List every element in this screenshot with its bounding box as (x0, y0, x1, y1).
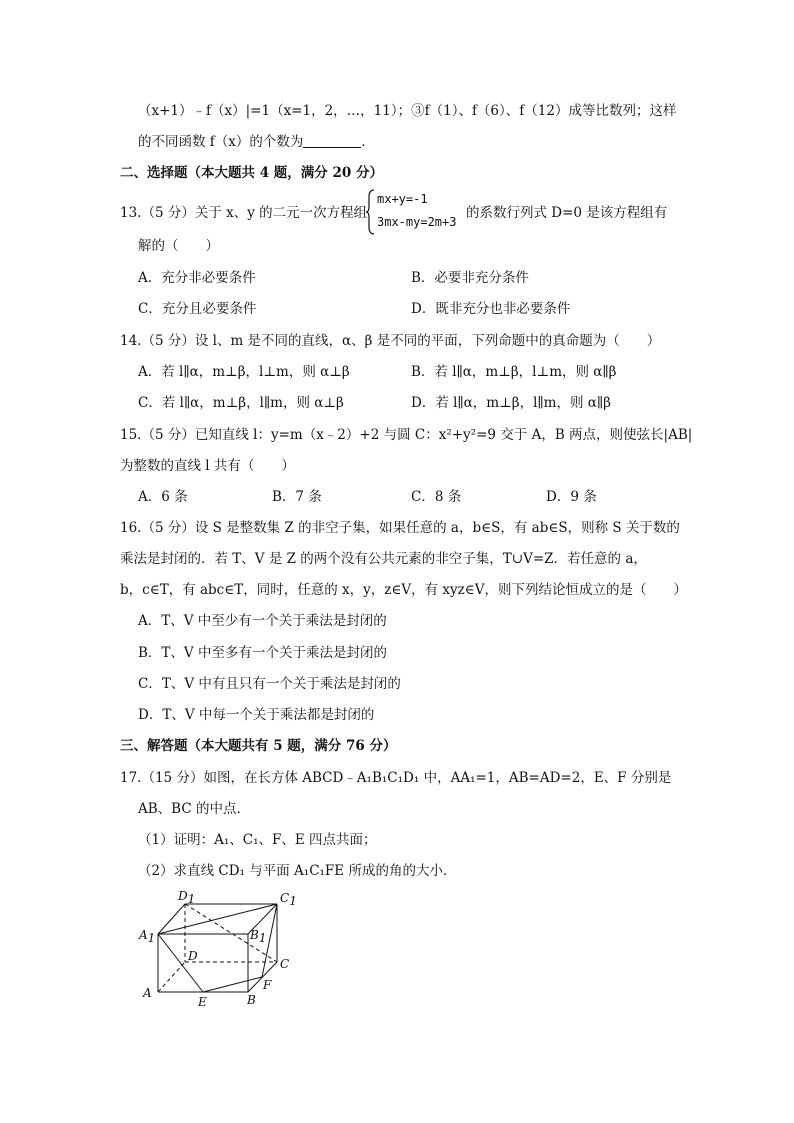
system-equation-2: 3mx-my=2m+3 (377, 215, 457, 229)
hidden-edge-ad (158, 962, 185, 992)
label-e: E (198, 995, 207, 1009)
q15-option-c[interactable]: C．8 条 (411, 489, 462, 505)
q15-stem-b: 为整数的直线 l 共有（ ） (120, 458, 295, 474)
label-a: A (143, 986, 152, 1000)
cuboid-figure (130, 880, 300, 1015)
prev-question-line2-text: 的不同函数 f（x）的个数为 (138, 134, 304, 150)
q15-option-d[interactable]: D．9 条 (546, 489, 597, 505)
section-title-answer: 三、解答题（本大题共有 5 题，满分 76 分） (120, 738, 397, 754)
label-c1: C1 (280, 891, 297, 908)
q15-stem-a: 15.（5 分）已知直线 l：y=m（x﹣2）+2 与圆 C：x²+y²=9 交于 A，B 两点，则使弦长|AB| (120, 427, 693, 443)
q13-option-b[interactable]: B．必要非充分条件 (411, 270, 529, 286)
q16-option-d[interactable]: D．T、V 中每一个关于乘法都是封闭的 (138, 707, 375, 723)
system-equation-1: mx+y=-1 (377, 192, 428, 206)
label-d: D (188, 949, 198, 963)
q16-option-c[interactable]: C．T、V 中有且只有一个关于乘法是封闭的 (138, 676, 401, 692)
q16-option-a[interactable]: A．T、V 中至少有一个关于乘法是封闭的 (138, 613, 387, 629)
q14-option-a[interactable]: A．若 l∥α，m⊥β，l⊥m，则 α⊥β (138, 364, 350, 380)
segment-a1e (158, 934, 203, 992)
q14-option-c[interactable]: C．若 l∥α，m⊥β，l∥m，则 α⊥β (138, 395, 344, 411)
q17-stem-a: 17.（15 分）如图，在长方体 ABCD﹣A₁B₁C₁D₁ 中，AA₁=1，AB=AD=2，E、F 分别是 (120, 770, 672, 786)
q14-stem: 14.（5 分）设 l、m 是不同的直线，α、β 是不同的平面，下列命题中的真命题为（ ） (120, 333, 661, 349)
q16-option-b[interactable]: B．T、V 中至多有一个关于乘法是封闭的 (138, 645, 387, 661)
label-a1: A1 (139, 928, 156, 945)
q13-stem-c: 解的（ ） (138, 238, 219, 254)
label-d1: D1 (178, 889, 196, 906)
q13-option-a[interactable]: A．充分非必要条件 (138, 270, 256, 286)
segment-ef (203, 977, 262, 992)
prev-question-line2 (138, 132, 375, 152)
q16-stem-c: b，c∈T，有 abc∈T，同时，任意的 x，y，z∈V，有 xyz∈V，则下列结论恒成立的是（ ） (120, 582, 688, 598)
q17-part1: （1）证明：A₁、C₁、F、E 四点共面； (138, 832, 377, 848)
q15-option-a[interactable]: A．6 条 (138, 489, 188, 505)
label-c: C (280, 957, 290, 971)
q13-option-c[interactable]: C．充分且必要条件 (138, 301, 257, 317)
q15-option-b[interactable]: B．7 条 (272, 489, 322, 505)
label-b: B (247, 993, 256, 1007)
q14-option-b[interactable]: B．若 l∥α，m⊥β，l⊥m，则 α∥β (411, 364, 617, 380)
q16-stem-a: 16.（5 分）设 S 是整数集 Z 的非空子集，如果任意的 a，b∈S，有 ab∈S，则称 S 关于数的 (120, 520, 680, 536)
q14-option-d[interactable]: D．若 l∥α，m⊥β，l∥m，则 α∥β (411, 395, 611, 411)
q16-stem-b: 乘法是封闭的．若 T、V 是 Z 的两个没有公共元素的非空子集，T∪V=Z．若任意的 a， (120, 551, 647, 567)
q13-stem-b: 的系数行列式 D=0 是该方程组有 (466, 205, 668, 221)
system-brace (366, 189, 376, 235)
section-title-choice: 二、选择题（本大题共 4 题，满分 20 分） (120, 165, 383, 181)
q13-option-d[interactable]: D．既非充分也非必要条件 (411, 301, 571, 317)
q17-part2: （2）求直线 CD₁ 与平面 A₁C₁FE 所成的角的大小． (138, 863, 457, 879)
prev-question-line1: （x+1）﹣f（x）|=1（x=1，2，…，11）；③f（1）、f（6）、f（12）成等比数列；这样 (138, 103, 677, 119)
label-f: F (263, 978, 272, 992)
segment-a1c1 (158, 904, 277, 934)
answer-blank[interactable] (303, 133, 361, 148)
edge-a1d1 (158, 904, 185, 934)
q17-stem-b: AB、BC 的中点． (138, 801, 250, 817)
label-b1: B1 (250, 928, 267, 945)
q13-stem-a: 13.（5 分）关于 x、y 的二元一次方程组 (120, 205, 368, 221)
prev-question-line2-end: ． (361, 134, 375, 150)
